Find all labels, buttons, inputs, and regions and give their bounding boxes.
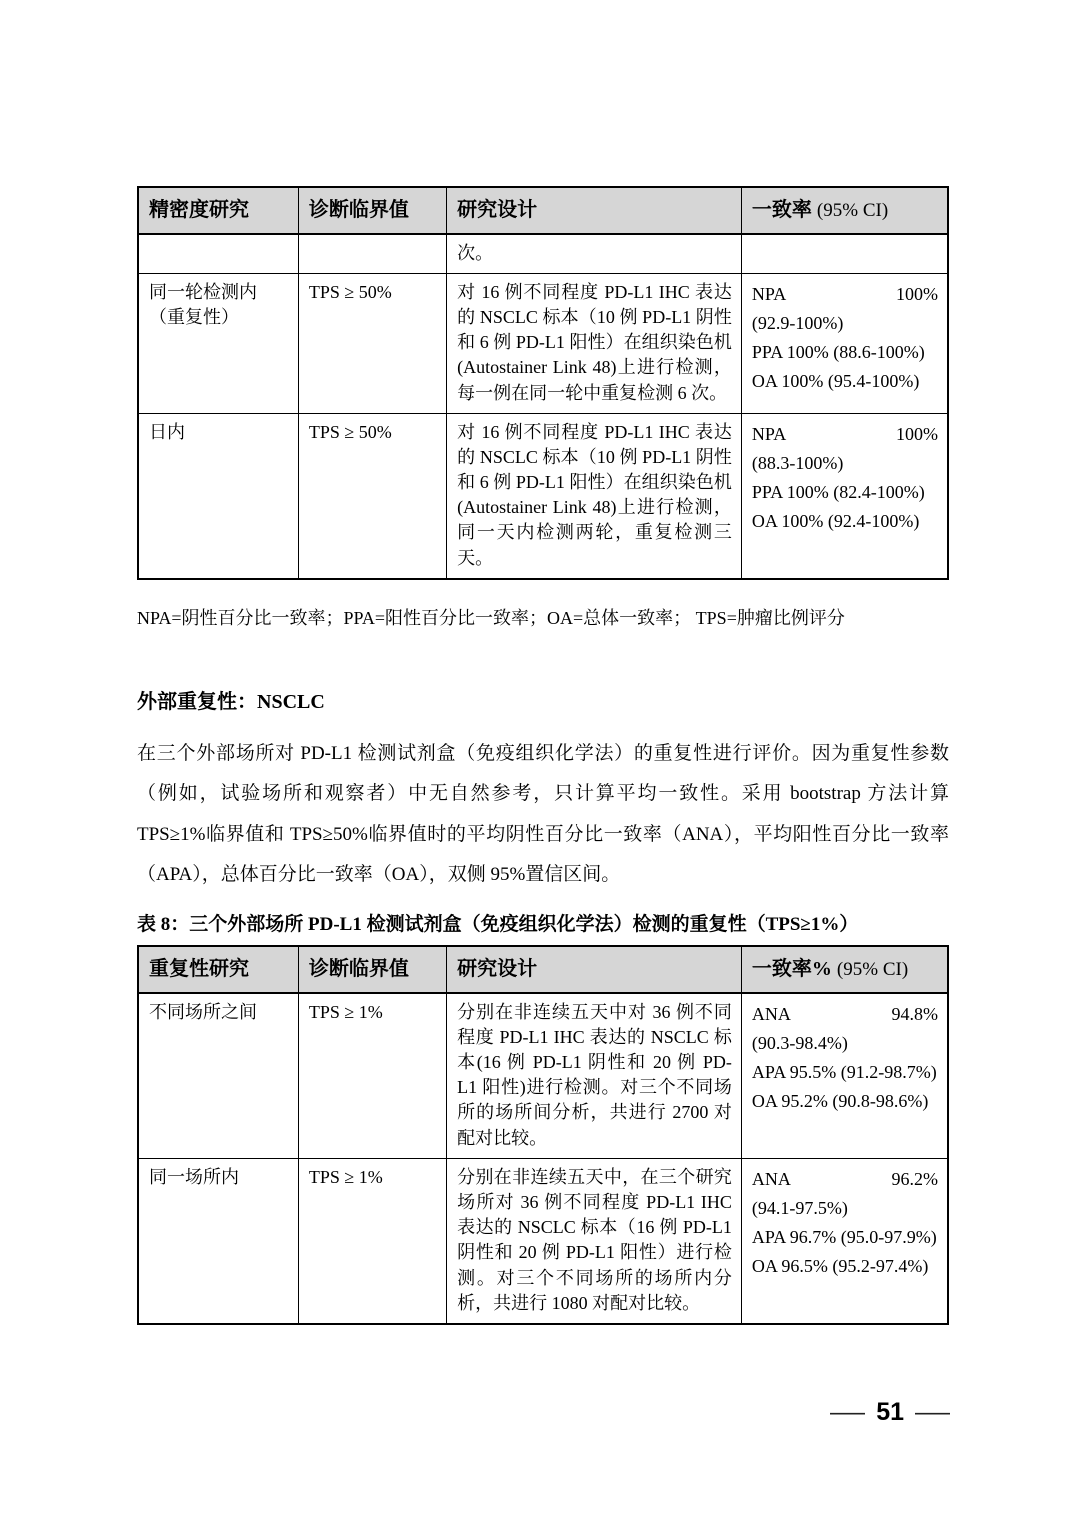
agreement-primary-label: ANA — [751, 1003, 791, 1024]
agreement-line2: APA 95.5% (91.2-98.7%) — [751, 1062, 937, 1082]
study-cell — [138, 413, 298, 579]
repeatability-table — [137, 945, 949, 1325]
agreement-line3: OA 95.2% (90.8-98.6%) — [751, 1091, 929, 1112]
design-cell: 对 16 例不同程度 PD-L1 IHC 表达的 NSCLC 标本（10 例 PD-L1 阴性和 6 例 PD-L1 阳性）在组织染色机(Autostainer Link 48)上进行检测，每一例在同一轮中重复检测 6 次。 — [447, 273, 742, 413]
agreement-cell — [741, 413, 948, 579]
cutoff-cell: TPS ≥ 50% — [298, 273, 446, 413]
agreement-primary-line — [752, 1165, 938, 1194]
agreement-primary-ci: (94.1-97.5%) — [751, 1197, 848, 1218]
agreement-primary-line — [752, 420, 938, 449]
agreement-line3: OA 100% (92.4-100%) — [751, 511, 920, 532]
agreement-primary-line — [752, 1000, 938, 1029]
carryover-study-cell — [138, 234, 298, 274]
header-agreement-ci: (95% CI) — [836, 959, 909, 981]
study-line1: 日内 — [149, 421, 185, 442]
carryover-design-cell: 次。 — [447, 234, 742, 274]
header-precision-study: 精密度研究 — [138, 187, 298, 234]
agreement-cell — [741, 993, 948, 1159]
agreement-primary-label: NPA — [751, 423, 787, 444]
header-agreement-rate — [741, 946, 948, 993]
carryover-cutoff-cell — [298, 234, 446, 274]
agreement-primary-value: 96.2% — [891, 1168, 938, 1189]
header-study-design: 研究设计 — [447, 946, 742, 993]
cutoff-cell: TPS ≥ 1% — [298, 1158, 446, 1324]
agreement-primary-label: ANA — [751, 1168, 791, 1189]
header-diagnostic-cutoff: 诊断临界值 — [298, 187, 446, 234]
table-row-within-run — [138, 273, 948, 413]
agreement-line3: OA 96.5% (95.2-97.4%) — [751, 1256, 929, 1277]
carryover-row — [138, 234, 948, 274]
page-number-dash-right: — — [915, 1398, 950, 1426]
carryover-agreement-cell — [741, 234, 948, 274]
study-cell — [138, 273, 298, 413]
agreement-cell — [741, 1158, 948, 1324]
study-cell — [138, 993, 298, 1159]
design-cell: 分别在非连续五天中，在三个研究场所对 36 例不同程度 PD-L1 IHC 表达的 NSCLC 标本（16 例 PD-L1 阴性和 20 例 PD-L1 阳性）进行检测。对三个不同场所的场所内分析，共进行 1080 对配对比较。 — [447, 1158, 742, 1324]
header-diagnostic-cutoff: 诊断临界值 — [298, 946, 446, 993]
table-row-within-day — [138, 413, 948, 579]
agreement-primary-value: 94.8% — [891, 1003, 938, 1024]
agreement-cell — [741, 273, 948, 413]
study-line1: 同一场所内 — [149, 1166, 239, 1187]
header-study-design: 研究设计 — [447, 187, 742, 234]
header-agreement-bold: 一致率 — [751, 199, 812, 221]
section-paragraph: 在三个外部场所对 PD-L1 检测试剂盒（免疫组织化学法）的重复性进行评价。因为重复性参数（例如，试验场所和观察者）中无自然参考，只计算平均一致性。采用 bootstrap 方法计算 TPS≥1%临界值和 TPS≥50%临界值时的平均阴性百分比一致率（ANA），平均阳性百分比一致率（APA），总体百分比一致率（OA），双侧 95%置信区间。 — [137, 743, 949, 885]
cutoff-cell: TPS ≥ 1% — [298, 993, 446, 1159]
table-row-between-sites — [138, 993, 948, 1159]
cutoff-cell: TPS ≥ 50% — [298, 413, 446, 579]
page-number — [830, 1398, 950, 1427]
page-number-value: 51 — [876, 1398, 904, 1426]
abbreviation-footnote: NPA=阴性百分比一致率；PPA=阳性百分比一致率；OA=总体一致率； TPS=肿瘤比例评分 — [137, 607, 845, 628]
page-number-dash-left: — — [830, 1398, 866, 1426]
agreement-primary-value: 100% — [896, 423, 938, 444]
design-cell: 分别在非连续五天中对 36 例不同程度 PD-L1 IHC 表达的 NSCLC 标本(16 例 PD-L1 阴性和 20 例 PD-L1 阳性)进行检测。对三个不同场所的场所间分析，共进行 2700 对配对比较。 — [447, 993, 742, 1159]
header-repeatability-study: 重复性研究 — [138, 946, 298, 993]
agreement-line2: PPA 100% (88.6-100%) — [751, 342, 925, 363]
agreement-primary-line — [752, 280, 938, 309]
precision-table-header-row — [138, 187, 948, 234]
header-agreement-ci: (95% CI) — [816, 200, 889, 221]
agreement-primary-ci: (92.9-100%) — [751, 312, 844, 333]
study-line1: 同一轮检测内 — [149, 281, 257, 302]
table-row-within-site — [138, 1158, 948, 1324]
section-heading: 外部重复性：NSCLC — [137, 691, 325, 714]
study-cell — [138, 1158, 298, 1324]
agreement-primary-value: 100% — [896, 283, 938, 304]
precision-table — [137, 186, 949, 580]
header-agreement-rate — [741, 187, 948, 234]
agreement-primary-ci: (90.3-98.4%) — [751, 1032, 848, 1053]
study-line2: （重复性） — [149, 306, 239, 327]
agreement-line3: OA 100% (95.4-100%) — [751, 371, 920, 392]
agreement-line2: PPA 100% (82.4-100%) — [751, 482, 925, 503]
agreement-primary-label: NPA — [751, 283, 787, 304]
table8-caption: 表 8：三个外部场所 PD-L1 检测试剂盒（免疫组织化学法）检测的重复性（TPS≥1%） — [137, 914, 859, 936]
agreement-line2: APA 96.7% (95.0-97.9%) — [751, 1227, 937, 1248]
study-line1: 不同场所之间 — [149, 1001, 257, 1022]
design-cell: 对 16 例不同程度 PD-L1 IHC 表达的 NSCLC 标本（10 例 PD-L1 阴性和 6 例 PD-L1 阳性）在组织染色机(Autostainer Link 48)上进行检测，同一天内检测两轮，重复检测三天。 — [447, 413, 742, 579]
agreement-primary-ci: (88.3-100%) — [751, 452, 844, 473]
header-agreement-bold: 一致率% — [751, 958, 832, 981]
repeatability-table-header-row — [138, 946, 948, 993]
